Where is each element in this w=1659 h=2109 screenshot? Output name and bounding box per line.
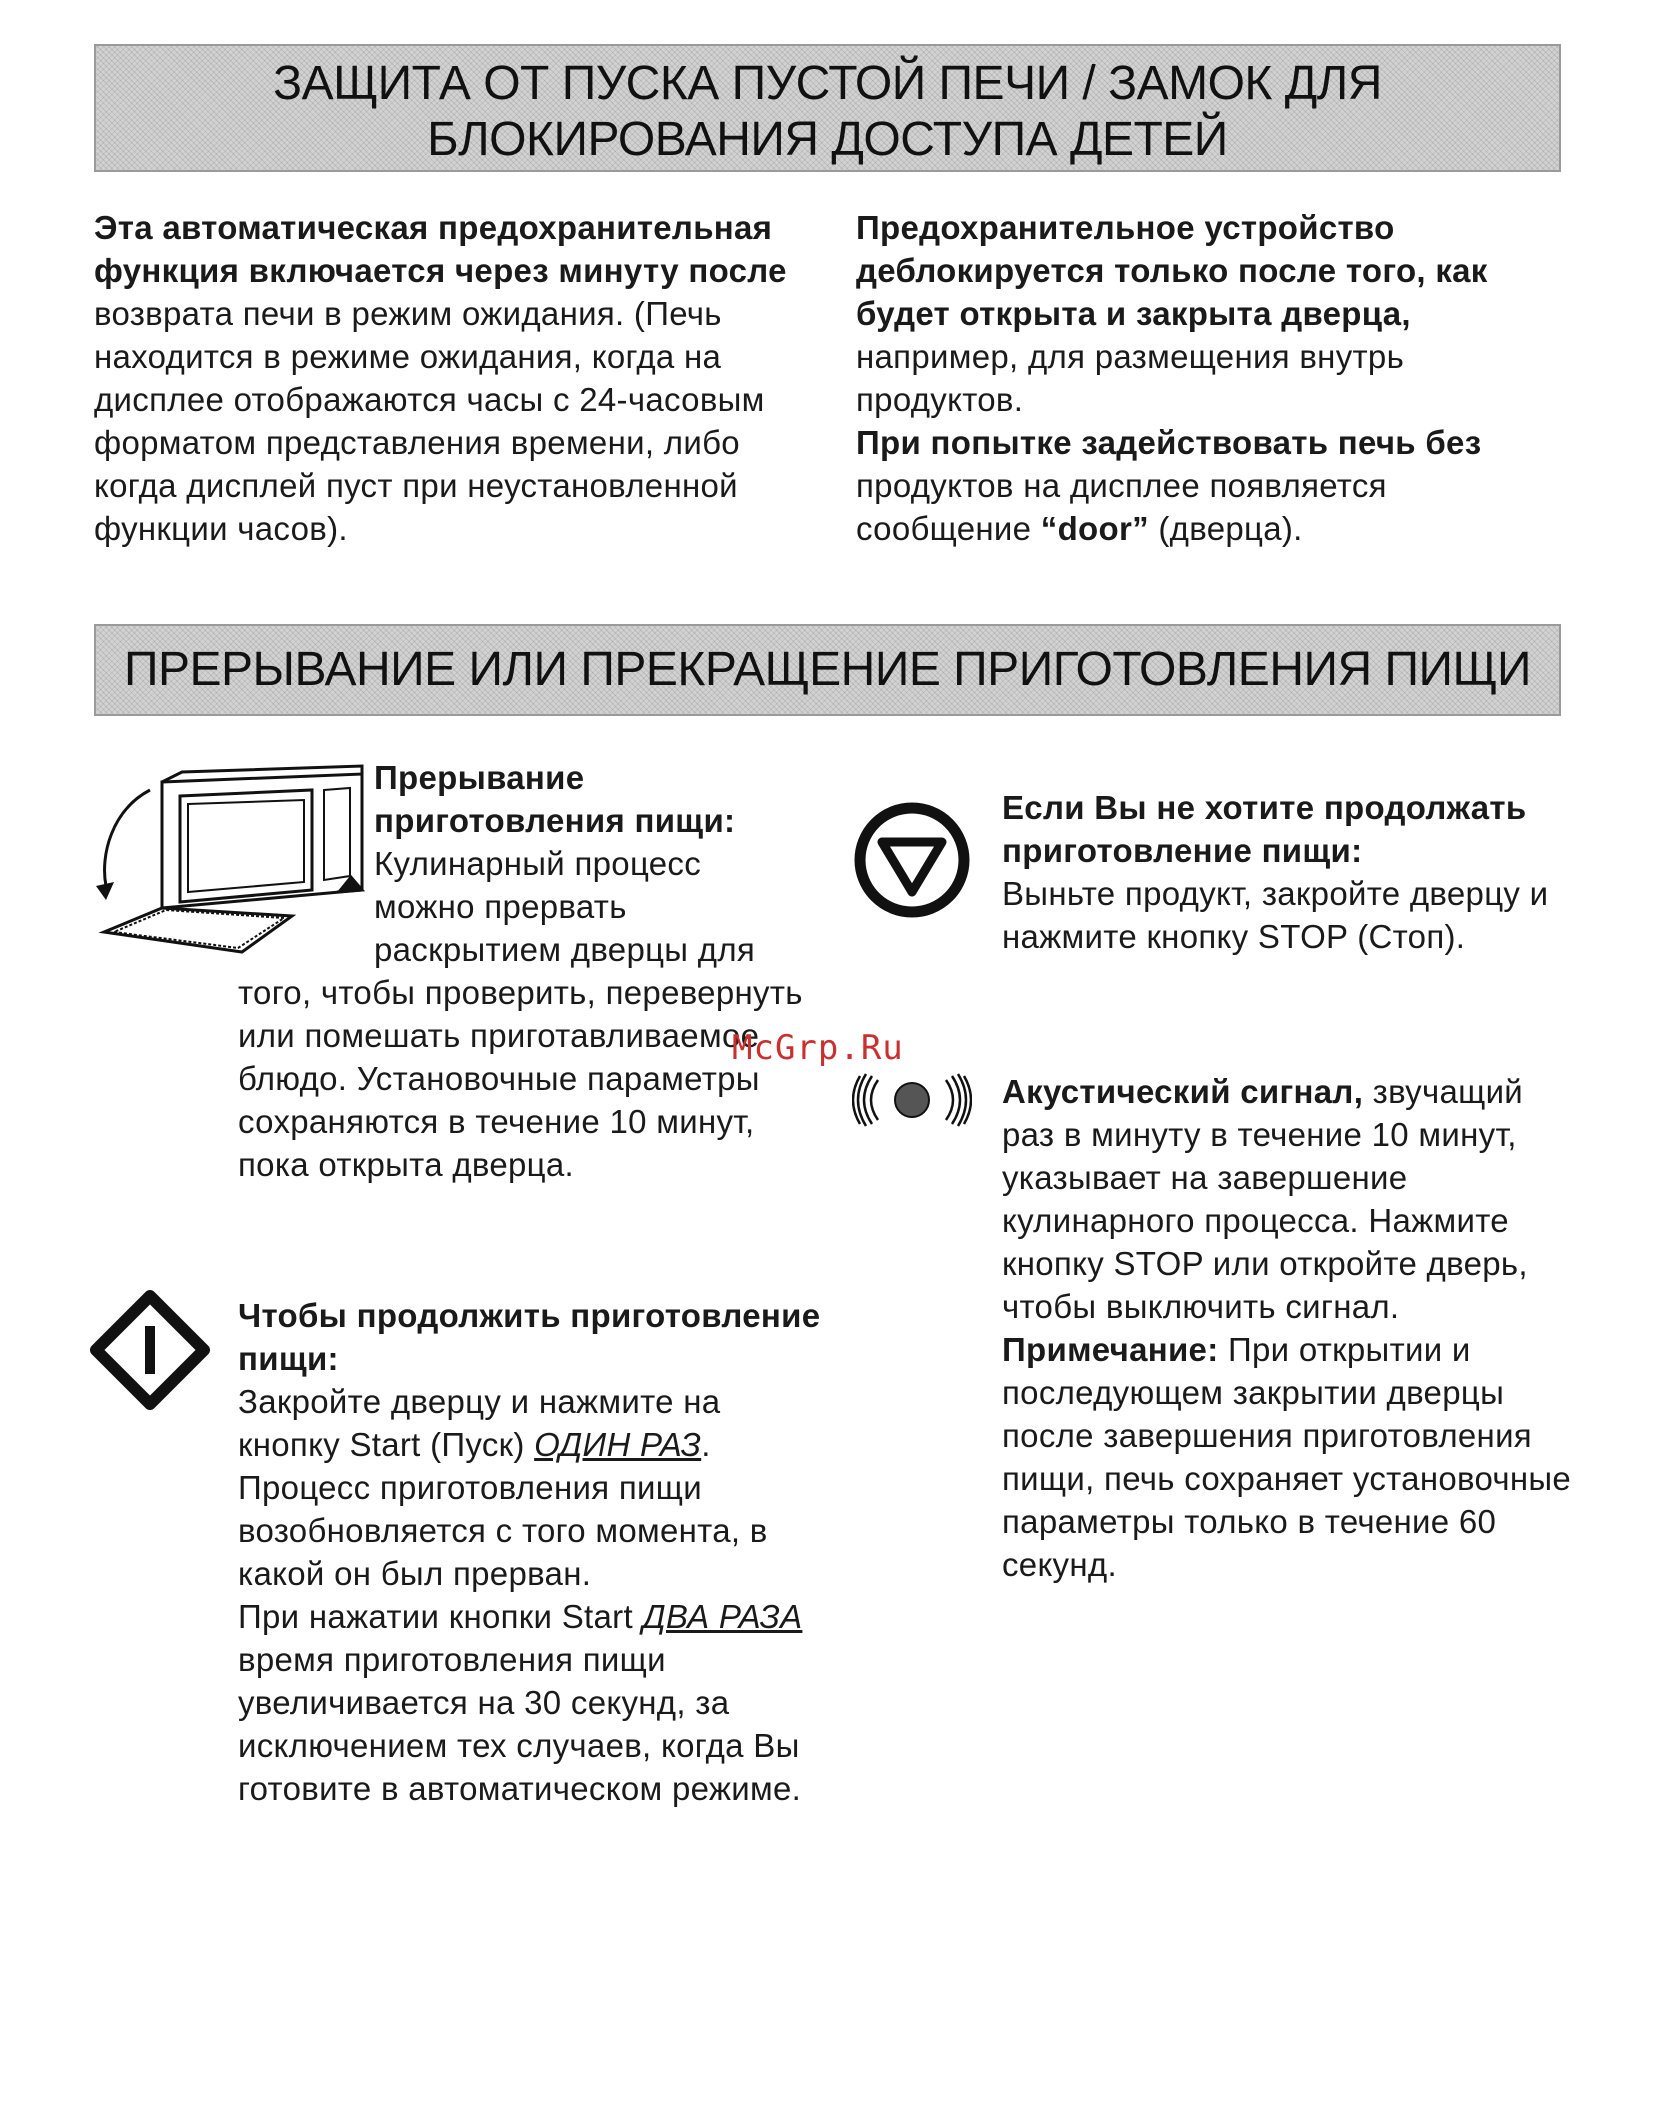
child-lock-right-bold: Предохранительное устройство деблокируется только после того, как будет открыта и закрыта дверца, xyxy=(856,209,1488,332)
stop-body: Выньте продукт, закройте дверцу и нажмите кнопку STOP (Стоп). xyxy=(1002,875,1549,955)
child-lock-right-text xyxy=(856,206,1556,550)
child-lock-right-bold-2: При попытке задействовать печь без xyxy=(856,424,1482,461)
child-lock-left-text xyxy=(94,206,814,550)
start-diamond-icon xyxy=(90,1290,210,1410)
beep-signal-icon xyxy=(852,1070,972,1130)
continue-text xyxy=(238,1294,828,1810)
continue-body-1: Закройте дверцу и нажмите на кнопку Start (Пуск) xyxy=(238,1383,721,1463)
child-lock-left-body: возврата печи в режим ожидания. (Печь находится в режиме ожидания, когда на дисплее отображаются часы с 24-часовым форматом представления времени, либо когда дисплей пуст при неустановленной функции часов). xyxy=(94,295,765,547)
interrupt-body: Кулинарный процесс можно прервать раскрытием дверцы для того, чтобы проверить, перевернуть или помешать приготавливаемое блюдо. Установочные параметры сохраняются в течение 10 минут, пока открыта дверца. xyxy=(238,845,803,1183)
child-lock-left-bold: Эта автоматическая предохранительная функция включается через минуту после xyxy=(94,209,787,289)
heading-line-2: БЛОКИРОВАНИЯ ДОСТУПА ДЕТЕЙ xyxy=(427,113,1228,166)
interrupt-title: Прерывание приготовления пищи: xyxy=(374,759,736,839)
continue-body-3: При нажатии кнопки Start xyxy=(238,1598,633,1635)
heading-line-1: ЗАЩИТА ОТ ПУСКА ПУСТОЙ ПЕЧИ / ЗАМОК ДЛЯ xyxy=(273,57,1382,110)
signal-text xyxy=(1002,1070,1572,1586)
note-label: Примечание: xyxy=(1002,1331,1219,1368)
stop-circle-icon xyxy=(852,800,972,920)
section-heading-interrupt: ПРЕРЫВАНИЕ ИЛИ ПРЕКРАЩЕНИЕ ПРИГОТОВЛЕНИЯ ПИЩИ xyxy=(94,624,1561,716)
child-lock-right-body: например, для размещения внутрь продуктов. xyxy=(856,338,1405,418)
stop-title: Если Вы не хотите продолжать приготовление пищи: xyxy=(1002,789,1527,869)
door-message: “door” xyxy=(1040,510,1149,547)
continue-once: ОДИН РАЗ xyxy=(534,1426,702,1463)
watermark: McGrp.Ru xyxy=(732,1028,904,1068)
continue-body-4: время приготовления пищи увеличивается на 30 секунд, за исключением тех случаев, когда Вы готовите в автоматическом режиме. xyxy=(238,1641,802,1807)
door-message-translation: (дверца). xyxy=(1158,510,1303,547)
interrupt-text xyxy=(238,756,808,1186)
note-body: При открытии и последующем закрытии дверцы после завершения приготовления пищи, печь сохраняет установочные параметры только в течение 60 секунд. xyxy=(1002,1331,1572,1583)
continue-twice: ДВА РАЗА xyxy=(642,1598,803,1635)
section-heading-child-lock xyxy=(94,44,1561,172)
stop-text xyxy=(1002,786,1562,958)
signal-bold: Акустический сигнал, xyxy=(1002,1073,1364,1110)
continue-title: Чтобы продолжить приготовление пищи: xyxy=(238,1297,821,1377)
continue-body-2: . Процесс приготовления пищи возобновляется с того момента, в какой он был прерван. xyxy=(238,1426,768,1592)
child-lock-right-body-2: продуктов на дисплее появляется сообщение xyxy=(856,467,1387,547)
signal-body: звучащий раз в минуту в течение 10 минут, указывает на завершение кулинарного процесса. Нажмите кнопку STOP или откройте дверь, чтобы выключить сигнал. xyxy=(1002,1073,1528,1325)
